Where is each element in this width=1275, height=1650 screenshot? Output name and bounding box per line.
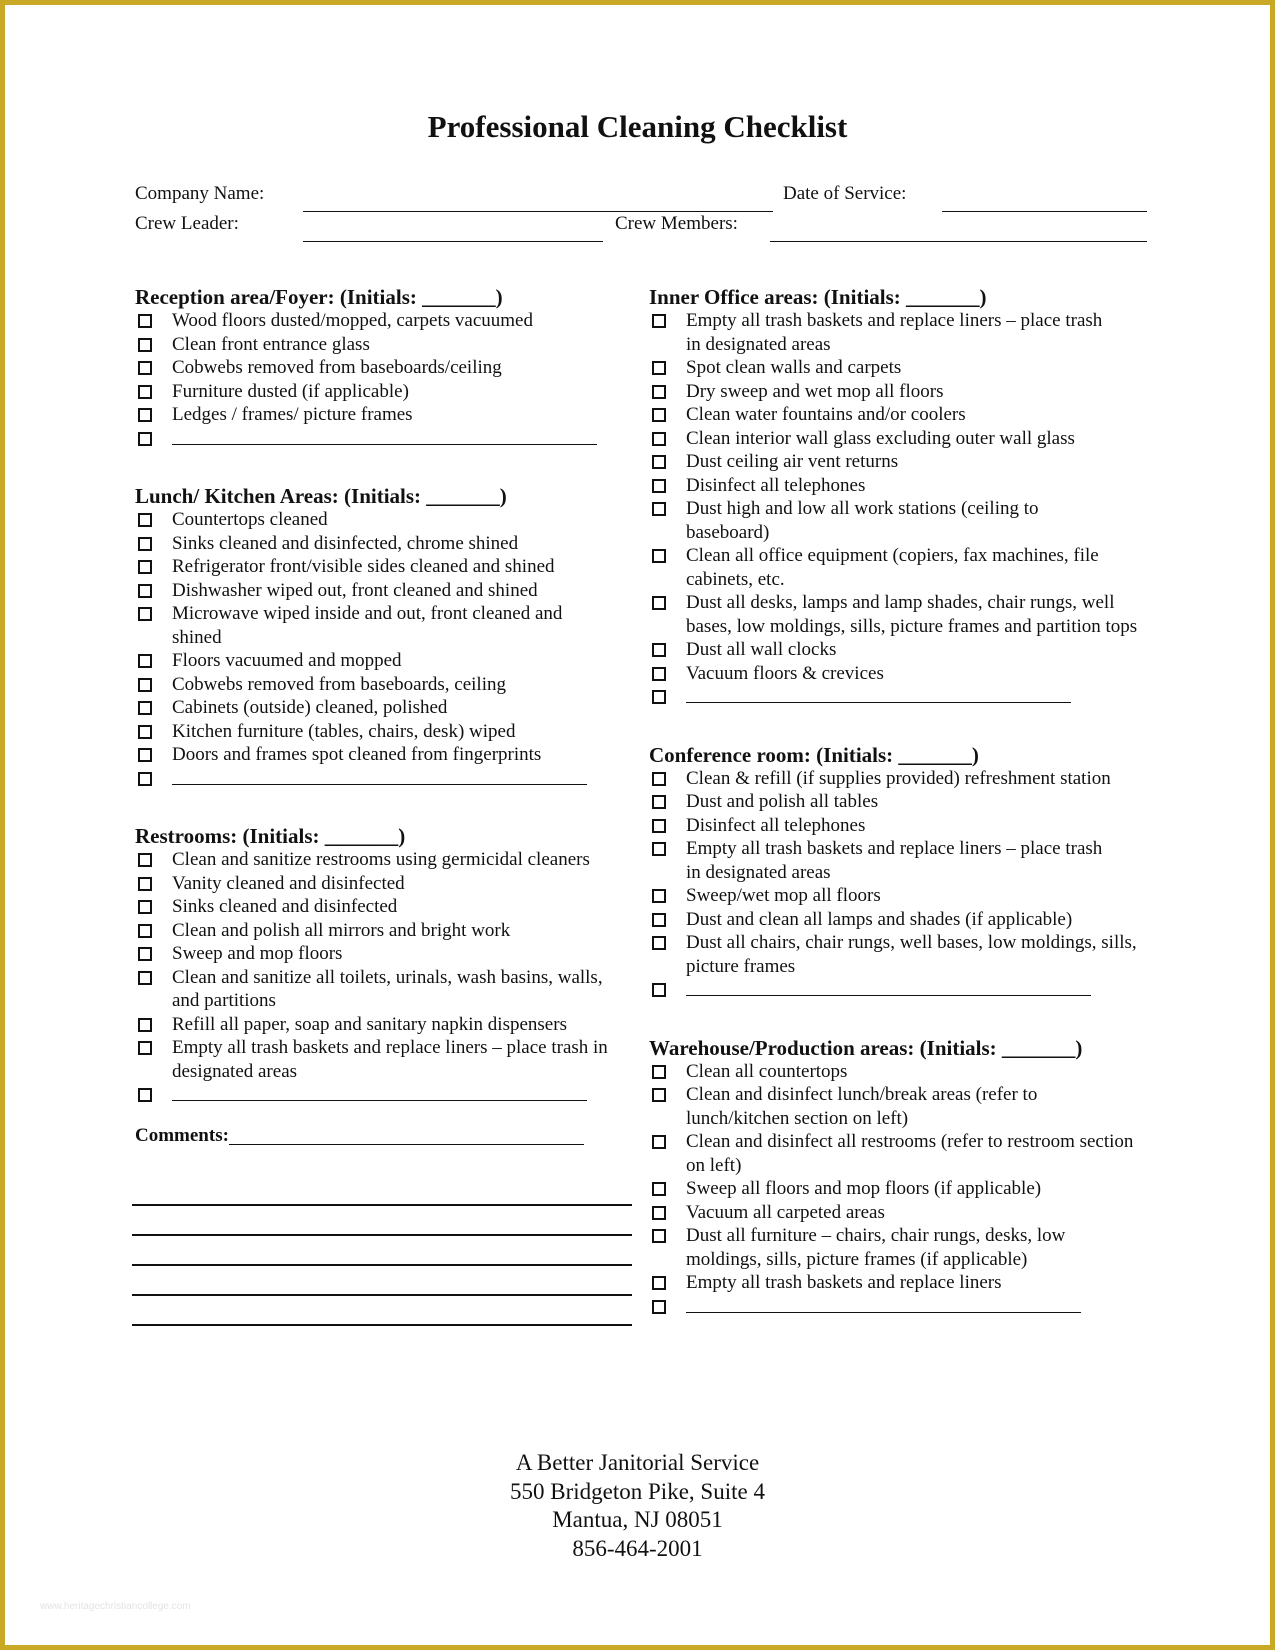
blank-item: [649, 978, 1149, 1002]
section-heading: Reception area/Foyer: (Initials: _______): [135, 285, 503, 309]
list-item: Empty all trash baskets and replace liners: [649, 1271, 1149, 1295]
list-item: Clean front entrance glass: [135, 333, 625, 357]
section-heading: Restrooms: (Initials: _______): [135, 824, 406, 848]
list-item: Dust all chairs, chair rungs, well bases, low moldings, sills, picture frames: [649, 931, 1171, 978]
list-item: Dust high and low all work stations (ceiling to baseboard): [649, 497, 1106, 544]
list-item: Dust ceiling air vent returns: [649, 450, 1149, 474]
checkbox[interactable]: [652, 690, 666, 704]
company-name-label: Company Name:: [135, 183, 265, 204]
list-item: Refrigerator front/visible sides cleaned and shined: [135, 555, 625, 579]
list-item: Clean all countertops: [649, 1060, 1149, 1084]
list-item: Vacuum floors & crevices: [649, 662, 1149, 686]
checkbox[interactable]: [652, 889, 666, 903]
checkbox[interactable]: [652, 1182, 666, 1196]
list-item: Furniture dusted (if applicable): [135, 380, 625, 404]
blank-item: [135, 767, 625, 791]
checkbox[interactable]: [138, 725, 152, 739]
checkbox[interactable]: [652, 408, 666, 422]
list-item: Floors vacuumed and mopped: [135, 649, 625, 673]
checkbox[interactable]: [652, 819, 666, 833]
checkbox[interactable]: [652, 772, 666, 786]
list-item: Dry sweep and wet mop all floors: [649, 380, 1149, 404]
checkbox[interactable]: [652, 936, 666, 950]
checkbox[interactable]: [652, 361, 666, 375]
crew-members-label: Crew Members:: [615, 213, 738, 234]
comment-line[interactable]: [132, 1264, 632, 1266]
list-item: Dust and clean all lamps and shades (if applicable): [649, 908, 1149, 932]
footer-phone: 856-464-2001: [572, 1535, 703, 1561]
checklist-page: [5, 5, 1270, 1645]
right-column: [649, 285, 1149, 1318]
blank-entry-line[interactable]: [172, 427, 597, 445]
list-item: Refill all paper, soap and sanitary napkin dispensers: [135, 1013, 652, 1037]
blank-entry-line[interactable]: [172, 767, 587, 785]
list-item: Clean and polish all mirrors and bright work: [135, 919, 625, 943]
list-item: Disinfect all telephones: [649, 474, 1149, 498]
checkbox[interactable]: [138, 361, 152, 375]
list-item: Sinks cleaned and disinfected, chrome shined: [135, 532, 625, 556]
list-item: Sweep and mop floors: [135, 942, 625, 966]
list-item: Dust all wall clocks: [649, 638, 1149, 662]
checkbox[interactable]: [652, 1229, 666, 1243]
blank-item: [649, 1295, 1149, 1319]
company-footer: [5, 1449, 1270, 1563]
list-item: Empty all trash baskets and replace liners – place trash in designated areas: [649, 309, 1121, 356]
checkbox[interactable]: [652, 455, 666, 469]
section-lunch-kitchen: [135, 484, 625, 790]
checkbox[interactable]: [138, 584, 152, 598]
checkbox[interactable]: [652, 314, 666, 328]
checkbox[interactable]: [138, 513, 152, 527]
list-item: Countertops cleaned: [135, 508, 625, 532]
checkbox[interactable]: [138, 338, 152, 352]
checkbox[interactable]: [138, 748, 152, 762]
list-item: Dust all furniture – chairs, chair rungs, desks, low moldings, sills, picture frames (if applicable): [649, 1224, 1131, 1271]
page-title: Professional Cleaning Checklist: [427, 109, 848, 144]
checkbox[interactable]: [138, 678, 152, 692]
checkbox[interactable]: [138, 772, 152, 786]
list-item: Doors and frames spot cleaned from fingerprints: [135, 743, 625, 767]
checkbox[interactable]: [138, 947, 152, 961]
list-item: Spot clean walls and carpets: [649, 356, 1149, 380]
blank-item: [135, 427, 625, 451]
section-heading: Warehouse/Production areas: (Initials: _______): [649, 1035, 1083, 1060]
list-item: Dishwasher wiped out, front cleaned and shined: [135, 579, 625, 603]
blank-entry-line[interactable]: [172, 1083, 587, 1101]
checkbox[interactable]: [138, 607, 152, 621]
checkbox[interactable]: [138, 560, 152, 574]
checkbox[interactable]: [652, 983, 666, 997]
comment-line[interactable]: [132, 1234, 632, 1236]
checkbox[interactable]: [138, 537, 152, 551]
section-warehouse: [649, 1036, 1149, 1319]
list-item: Cabinets (outside) cleaned, polished: [135, 696, 625, 720]
checkbox[interactable]: [138, 877, 152, 891]
comments-row: [135, 1125, 625, 1147]
section-conference-room: [649, 743, 1149, 1002]
list-item: Kitchen furniture (tables, chairs, desk) wiped: [135, 720, 625, 744]
checkbox[interactable]: [652, 913, 666, 927]
checkbox[interactable]: [138, 654, 152, 668]
comment-line[interactable]: [132, 1324, 632, 1326]
checkbox[interactable]: [652, 1088, 666, 1102]
list-item: Sweep/wet mop all floors: [649, 884, 1149, 908]
list-item: Wood floors dusted/mopped, carpets vacuumed: [135, 309, 625, 333]
comments-label: Comments:: [135, 1124, 229, 1146]
checkbox[interactable]: [138, 314, 152, 328]
date-of-service-label: Date of Service:: [783, 183, 907, 204]
section-heading: Inner Office areas: (Initials: _______): [649, 285, 987, 309]
list-item: Ledges / frames/ picture frames: [135, 403, 625, 427]
checkbox[interactable]: [652, 502, 666, 516]
checkbox[interactable]: [652, 1206, 666, 1220]
list-item: Cobwebs removed from baseboards/ceiling: [135, 356, 625, 380]
list-item: Dust all desks, lamps and lamp shades, chair rungs, well bases, low moldings, sills, picture frames and partition tops: [649, 591, 1148, 638]
footer-address-line1: 550 Bridgeton Pike, Suite 4: [510, 1478, 765, 1504]
checkbox[interactable]: [652, 1135, 666, 1149]
list-item: Clean interior wall glass excluding outer wall glass: [649, 427, 1149, 451]
list-item: Clean all office equipment (copiers, fax machines, file cabinets, etc.: [649, 544, 1166, 591]
list-item: Vacuum all carpeted areas: [649, 1201, 1149, 1225]
checkbox[interactable]: [652, 643, 666, 657]
left-column: [135, 285, 625, 1147]
checkbox[interactable]: [138, 1088, 152, 1102]
blank-entry-line[interactable]: [686, 685, 1071, 703]
list-item: Sinks cleaned and disinfected: [135, 895, 625, 919]
list-item: Clean and disinfect lunch/break areas (refer to lunch/kitchen section on left): [649, 1083, 1116, 1130]
checkbox[interactable]: [652, 1065, 666, 1079]
section-heading: Lunch/ Kitchen Areas: (Initials: _______): [135, 484, 507, 508]
list-item: Disinfect all telephones: [649, 814, 1149, 838]
checkbox[interactable]: [652, 479, 666, 493]
footer-address-line2: Mantua, NJ 08051: [552, 1507, 723, 1532]
footer-company-name: A Better Janitorial Service: [515, 1450, 760, 1475]
list-item: Dust and polish all tables: [649, 790, 1149, 814]
list-item: Cobwebs removed from baseboards, ceiling: [135, 673, 625, 697]
checkbox[interactable]: [138, 1018, 152, 1032]
blank-entry-line[interactable]: [686, 1295, 1081, 1313]
company-name-field[interactable]: [303, 211, 773, 212]
checkbox[interactable]: [652, 596, 666, 610]
comment-line[interactable]: [132, 1294, 632, 1296]
list-item: Empty all trash baskets and replace liners – place trash in designated areas: [135, 1036, 612, 1083]
blank-item: [135, 1083, 625, 1107]
checkbox[interactable]: [138, 385, 152, 399]
checkbox[interactable]: [138, 900, 152, 914]
list-item: Microwave wiped inside and out, front cleaned and shined: [135, 602, 592, 649]
crew-members-field[interactable]: [770, 241, 1147, 242]
checkbox[interactable]: [138, 924, 152, 938]
list-item: Clean and sanitize restrooms using germicidal cleaners: [135, 848, 592, 872]
checkbox[interactable]: [138, 701, 152, 715]
section-reception: [135, 285, 625, 450]
checkbox[interactable]: [652, 1276, 666, 1290]
checkbox[interactable]: [652, 549, 666, 563]
checkbox[interactable]: [138, 408, 152, 422]
watermark: www.heritagechristiancollege.com: [40, 1601, 191, 1612]
date-of-service-field[interactable]: [942, 211, 1147, 212]
crew-leader-label: Crew Leader:: [135, 213, 239, 234]
list-item: Clean and sanitize all toilets, urinals, wash basins, walls, and partitions: [135, 966, 612, 1013]
section-restrooms: [135, 824, 625, 1107]
blank-entry-line[interactable]: [686, 978, 1091, 996]
checkbox[interactable]: [138, 1041, 152, 1055]
blank-item: [649, 685, 1149, 709]
checkbox[interactable]: [652, 795, 666, 809]
section-heading: Conference room: (Initials: _______): [649, 742, 979, 767]
checkbox[interactable]: [138, 853, 152, 867]
checkbox[interactable]: [652, 1300, 666, 1314]
list-item: Empty all trash baskets and replace liners – place trash in designated areas: [649, 837, 1121, 884]
checkbox[interactable]: [652, 385, 666, 399]
crew-leader-field[interactable]: [303, 241, 603, 242]
checkbox[interactable]: [138, 432, 152, 446]
section-inner-office: [649, 285, 1149, 709]
comments-field[interactable]: [229, 1125, 584, 1145]
list-item: Clean and disinfect all restrooms (refer to restroom section on left): [649, 1130, 1146, 1177]
checkbox[interactable]: [652, 842, 666, 856]
checkbox[interactable]: [652, 432, 666, 446]
list-item: Sweep all floors and mop floors (if applicable): [649, 1177, 1149, 1201]
list-item: Clean water fountains and/or coolers: [649, 403, 1149, 427]
checkbox[interactable]: [652, 667, 666, 681]
list-item: Clean & refill (if supplies provided) refreshment station: [649, 767, 1126, 791]
list-item: Vanity cleaned and disinfected: [135, 872, 625, 896]
comment-line[interactable]: [132, 1204, 632, 1206]
checkbox[interactable]: [138, 971, 152, 985]
